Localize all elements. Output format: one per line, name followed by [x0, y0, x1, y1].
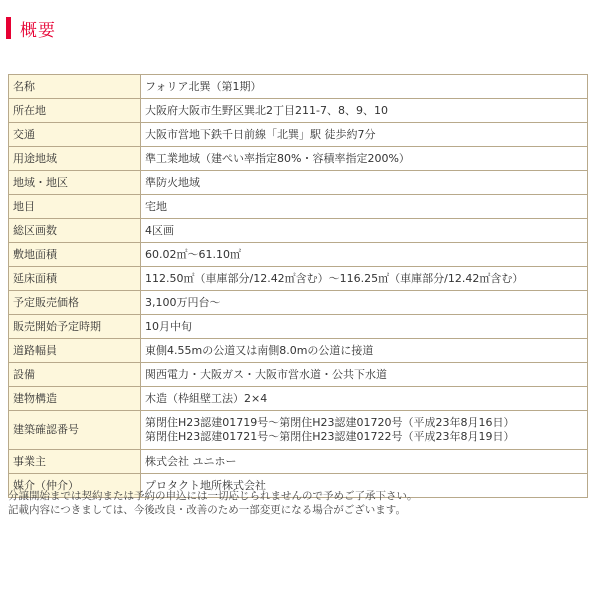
table-row	[9, 411, 588, 450]
row-value	[141, 243, 588, 267]
table-row	[9, 219, 588, 243]
row-label: 名称	[9, 75, 141, 99]
table-row	[9, 75, 588, 99]
row-value-line: 112.50㎡（車庫部分/12.42㎡含む）～116.25㎡（車庫部分/12.42㎡含む）	[145, 271, 524, 285]
row-value	[141, 387, 588, 411]
row-value-line: 4区画	[145, 223, 174, 237]
row-value-line: 第閉住H23認建01721号～第閉住H23認建01722号（平成23年8月19日）	[145, 430, 515, 443]
row-value	[141, 267, 588, 291]
row-label: 媒介（仲介）	[9, 474, 141, 498]
row-value	[141, 363, 588, 387]
row-value-line: 東側4.55mの公道又は南側8.0mの公道に接道	[145, 343, 374, 357]
row-value	[141, 219, 588, 243]
table-row	[9, 387, 588, 411]
disclaimer-notes	[8, 489, 588, 517]
table-row	[9, 147, 588, 171]
row-label: 延床面積	[9, 267, 141, 291]
heading-accent-bar	[6, 17, 11, 39]
table-row	[9, 363, 588, 387]
row-label: 地域・地区	[9, 171, 141, 195]
row-label: 事業主	[9, 450, 141, 474]
row-value	[141, 75, 588, 99]
row-label: 用途地域	[9, 147, 141, 171]
row-label: 敷地面積	[9, 243, 141, 267]
row-label: 所在地	[9, 99, 141, 123]
row-label: 販売開始予定時期	[9, 315, 141, 339]
row-value-line: 準工業地域（建ぺい率指定80%・容積率指定200%）	[145, 151, 410, 165]
table-row	[9, 291, 588, 315]
row-value	[141, 339, 588, 363]
table-row	[9, 123, 588, 147]
row-value	[141, 315, 588, 339]
row-value-line: 関西電力・大阪ガス・大阪市営水道・公共下水道	[145, 367, 387, 381]
row-value-line: 10月中旬	[145, 319, 192, 333]
table-row	[9, 339, 588, 363]
disclaimer-note: 分譲開始までは契約または予約の申込には一切応じられませんので予めご了承下さい。	[8, 490, 418, 502]
row-label: 予定販売価格	[9, 291, 141, 315]
row-label: 設備	[9, 363, 141, 387]
row-value	[141, 123, 588, 147]
disclaimer-note: 記載内容につきましては、今後改良・改善のため一部変更になる場合がございます。	[8, 504, 406, 516]
row-value	[141, 171, 588, 195]
row-label: 建築確認番号	[9, 411, 141, 450]
row-label: 交通	[9, 123, 141, 147]
row-value-line: 第閉住H23認建01719号～第閉住H23認建01720号（平成23年8月16日）	[145, 416, 515, 429]
row-value-line: プロタクト地所株式会社	[145, 478, 266, 492]
row-value-line: 準防火地域	[145, 175, 200, 189]
row-label: 建物構造	[9, 387, 141, 411]
property-overview-table	[8, 74, 588, 498]
row-value-line: 大阪市営地下鉄千日前線「北巽」駅 徒歩約7分	[145, 127, 376, 141]
row-value	[141, 99, 588, 123]
row-value	[141, 411, 588, 450]
table-row	[9, 195, 588, 219]
table-row	[9, 450, 588, 474]
table-row	[9, 315, 588, 339]
table-row	[9, 99, 588, 123]
row-value-line: 株式会社 ユニホー	[145, 454, 237, 468]
row-value	[141, 147, 588, 171]
row-label: 道路幅員	[9, 339, 141, 363]
table-row	[9, 267, 588, 291]
row-value-line: フォリア北巽（第1期）	[145, 79, 262, 93]
section-title: 概要	[20, 20, 56, 41]
row-value-line: 3,100万円台～	[145, 295, 221, 309]
section-heading	[6, 16, 56, 40]
row-value-line: 大阪府大阪市生野区巽北2丁目211-7、8、9、10	[145, 103, 388, 117]
row-label: 総区画数	[9, 219, 141, 243]
row-value	[141, 195, 588, 219]
row-value-line: 木造（枠組壁工法）2×4	[145, 391, 268, 405]
row-value	[141, 291, 588, 315]
row-value-line: 宅地	[145, 199, 167, 213]
row-value-line: 60.02㎡～61.10㎡	[145, 247, 241, 261]
table-row	[9, 171, 588, 195]
row-value	[141, 450, 588, 474]
row-label: 地目	[9, 195, 141, 219]
table-row	[9, 243, 588, 267]
